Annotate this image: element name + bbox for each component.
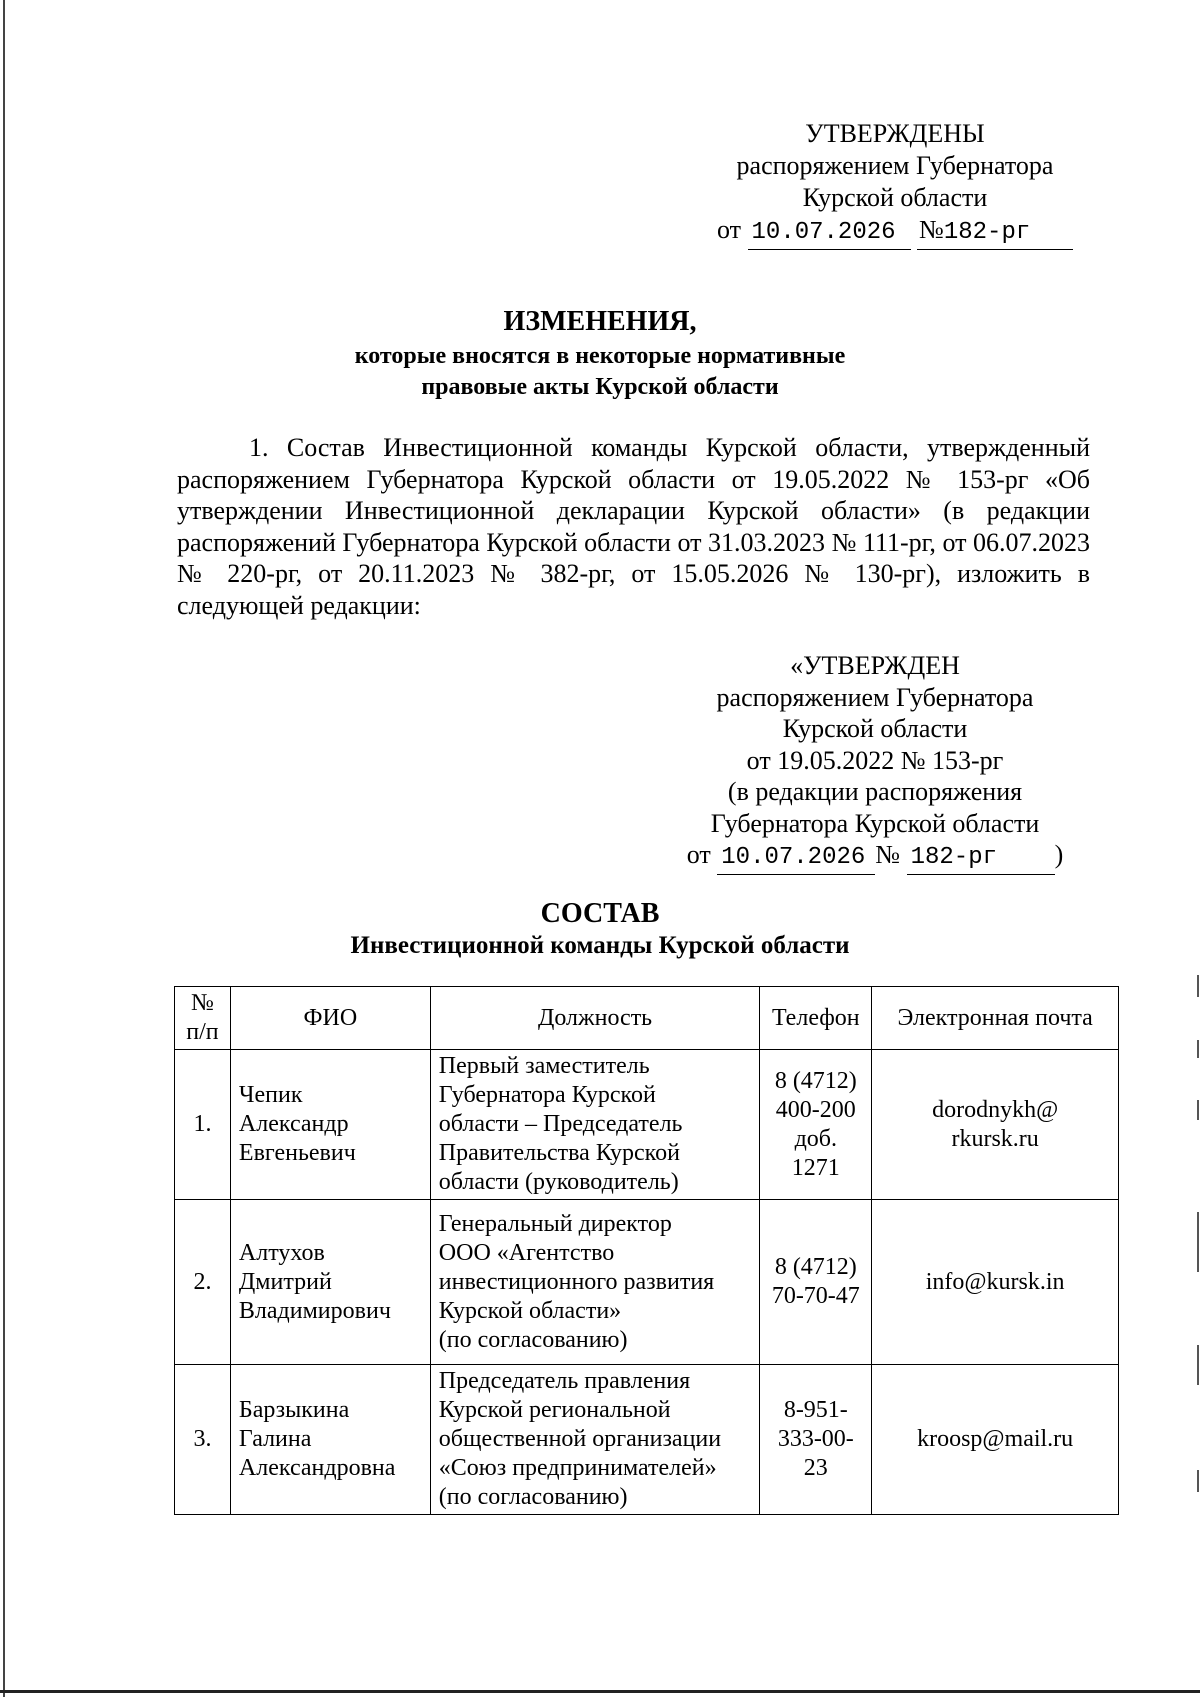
email-line: kroosp@mail.ru [917, 1426, 1074, 1452]
approval-line: Курской области [802, 183, 988, 212]
cell-email [872, 1050, 1119, 1200]
position-line: «Союз предпринимателей» [438, 1455, 717, 1481]
header-number: № п/п [175, 987, 231, 1050]
approval-line: распоряжением Губернатора [736, 151, 1054, 180]
phone-line: 1271 [791, 1154, 840, 1181]
name-line: Чепик [238, 1082, 303, 1108]
number-prefix: № [875, 840, 901, 869]
phone-line: 8 (4712) [774, 1254, 857, 1280]
cell-phone [760, 1200, 872, 1365]
cell-phone [760, 1365, 872, 1515]
cell-name [230, 1050, 430, 1200]
approval-line: распоряжением Губернатора [716, 682, 1034, 712]
approval-date: 10.07.2026 [717, 842, 875, 875]
header-phone: Телефон [760, 987, 872, 1050]
cell-number: 3. [175, 1365, 231, 1515]
cell-position [430, 1050, 760, 1200]
approval-number: 182-рг [943, 219, 1031, 246]
doc-title: ИЗМЕНЕНИЯ, [503, 306, 697, 337]
name-line: Галина [238, 1426, 312, 1452]
position-line: Генеральный директор [438, 1210, 672, 1237]
name-line: Дмитрий [238, 1268, 332, 1295]
table-row [175, 1200, 1119, 1365]
team-table [174, 986, 1119, 1515]
phone-line: 70-70-47 [771, 1283, 860, 1309]
approval-line: (в редакции распоряжения [727, 777, 1023, 806]
approval-line: от 19.05.2022 № 153-рг [746, 745, 1004, 775]
approval-block-inner [665, 650, 1085, 875]
position-line: общественной организации [438, 1426, 722, 1452]
approval-date-line [665, 839, 1085, 875]
position-line: (по согласованию) [438, 1326, 628, 1353]
approval-title: УТВЕРЖДЕНЫ [805, 119, 985, 148]
scan-left-edge [3, 0, 5, 1697]
doc-subtitle: правовые акты Курской области [421, 374, 779, 400]
cell-email [872, 1365, 1119, 1515]
name-line: Евгеньевич [238, 1140, 356, 1166]
cell-position [430, 1365, 760, 1515]
header-position: Должность [430, 987, 760, 1050]
email-line: dorodnykh@ [932, 1096, 1059, 1123]
phone-line: 8-951- [783, 1397, 848, 1423]
approval-date: 10.07.2026 [748, 217, 911, 250]
cell-number: 1. [175, 1050, 231, 1200]
name-line: Александр [238, 1111, 349, 1137]
doc-subtitle: которые вносятся в некоторые нормативные [354, 343, 846, 369]
scan-edge-mark [1197, 1212, 1199, 1272]
date-prefix: от [686, 840, 711, 869]
position-line: Губернатора Курской [438, 1082, 656, 1108]
closing-paren: ) [1054, 840, 1064, 869]
name-line: Барзыкина [238, 1397, 350, 1423]
position-line: Правительства Курской [438, 1140, 680, 1166]
approval-line: Курской области [782, 714, 968, 743]
composition-subtitle: Инвестиционной команды Курской области [350, 932, 850, 959]
position-line: Курской области» [438, 1297, 622, 1324]
cell-name [230, 1200, 430, 1365]
composition-title: СОСТАВ [540, 898, 660, 929]
approval-block-top [705, 118, 1085, 250]
position-line: ООО «Агентство [438, 1239, 615, 1266]
scan-edge-mark [1197, 1100, 1199, 1120]
name-line: Александровна [238, 1455, 396, 1481]
position-line: области (руководитель) [438, 1169, 679, 1195]
phone-line: 23 [803, 1455, 828, 1481]
position-line: (по согласованию) [438, 1484, 628, 1510]
number-prefix: № [919, 215, 944, 244]
cell-position [430, 1200, 760, 1365]
table-row [175, 1365, 1119, 1515]
name-line: Алтухов [238, 1239, 325, 1266]
position-line: Курской региональной [438, 1397, 671, 1423]
cell-phone [760, 1050, 872, 1200]
approval-number-field [917, 214, 1073, 250]
scan-edge-mark [1197, 1345, 1199, 1385]
header-name: ФИО [230, 987, 430, 1050]
phone-line: доб. [794, 1125, 838, 1152]
scan-edge-mark [1197, 975, 1199, 997]
position-line: Председатель правления [438, 1368, 691, 1394]
position-line: инвестиционного развития [438, 1268, 715, 1295]
email-line: info@kursk.in [925, 1268, 1065, 1295]
phone-line: 400-200 [775, 1096, 856, 1123]
position-line: области – Председатель [438, 1111, 683, 1137]
header-email: Электронная почта [872, 987, 1119, 1050]
cell-number: 2. [175, 1200, 231, 1365]
table-header-row [175, 987, 1119, 1050]
approval-date-line [705, 214, 1085, 250]
cell-name [230, 1365, 430, 1515]
scan-bottom-edge [0, 1690, 1200, 1693]
approval-line: Губернатора Курской области [710, 808, 1040, 838]
name-line: Владимирович [238, 1297, 391, 1324]
date-prefix: от [716, 215, 742, 244]
table-row [175, 1050, 1119, 1200]
position-line: Первый заместитель [438, 1053, 650, 1079]
phone-line: 8 (4712) [774, 1067, 857, 1094]
email-line: rkursk.ru [951, 1125, 1039, 1152]
cell-email [872, 1200, 1119, 1365]
scan-edge-mark [1197, 1470, 1199, 1492]
approval-number: 182-рг [907, 842, 1055, 875]
scan-edge-mark [1197, 1040, 1199, 1058]
paragraph-1: 1. Состав Инвестиционной команды Курской области, утвержденный распоряжением Губернатора Курской области от 19.05.2022 № 153-рг «Об утверждении Инвестиционной декларации Курской области» (в редакции распоряжений Губернатора Курской области от 31.03.2023 № 111-рг, от 06.07.2023 № 220-рг, от 20.11.2023 № 382-рг, от 15.05.2026 № 130-рг), изложить в следующей редакции: [177, 433, 1090, 620]
phone-line: 333-00- [777, 1426, 854, 1452]
approval-title: «УТВЕРЖДЕН [790, 651, 960, 680]
